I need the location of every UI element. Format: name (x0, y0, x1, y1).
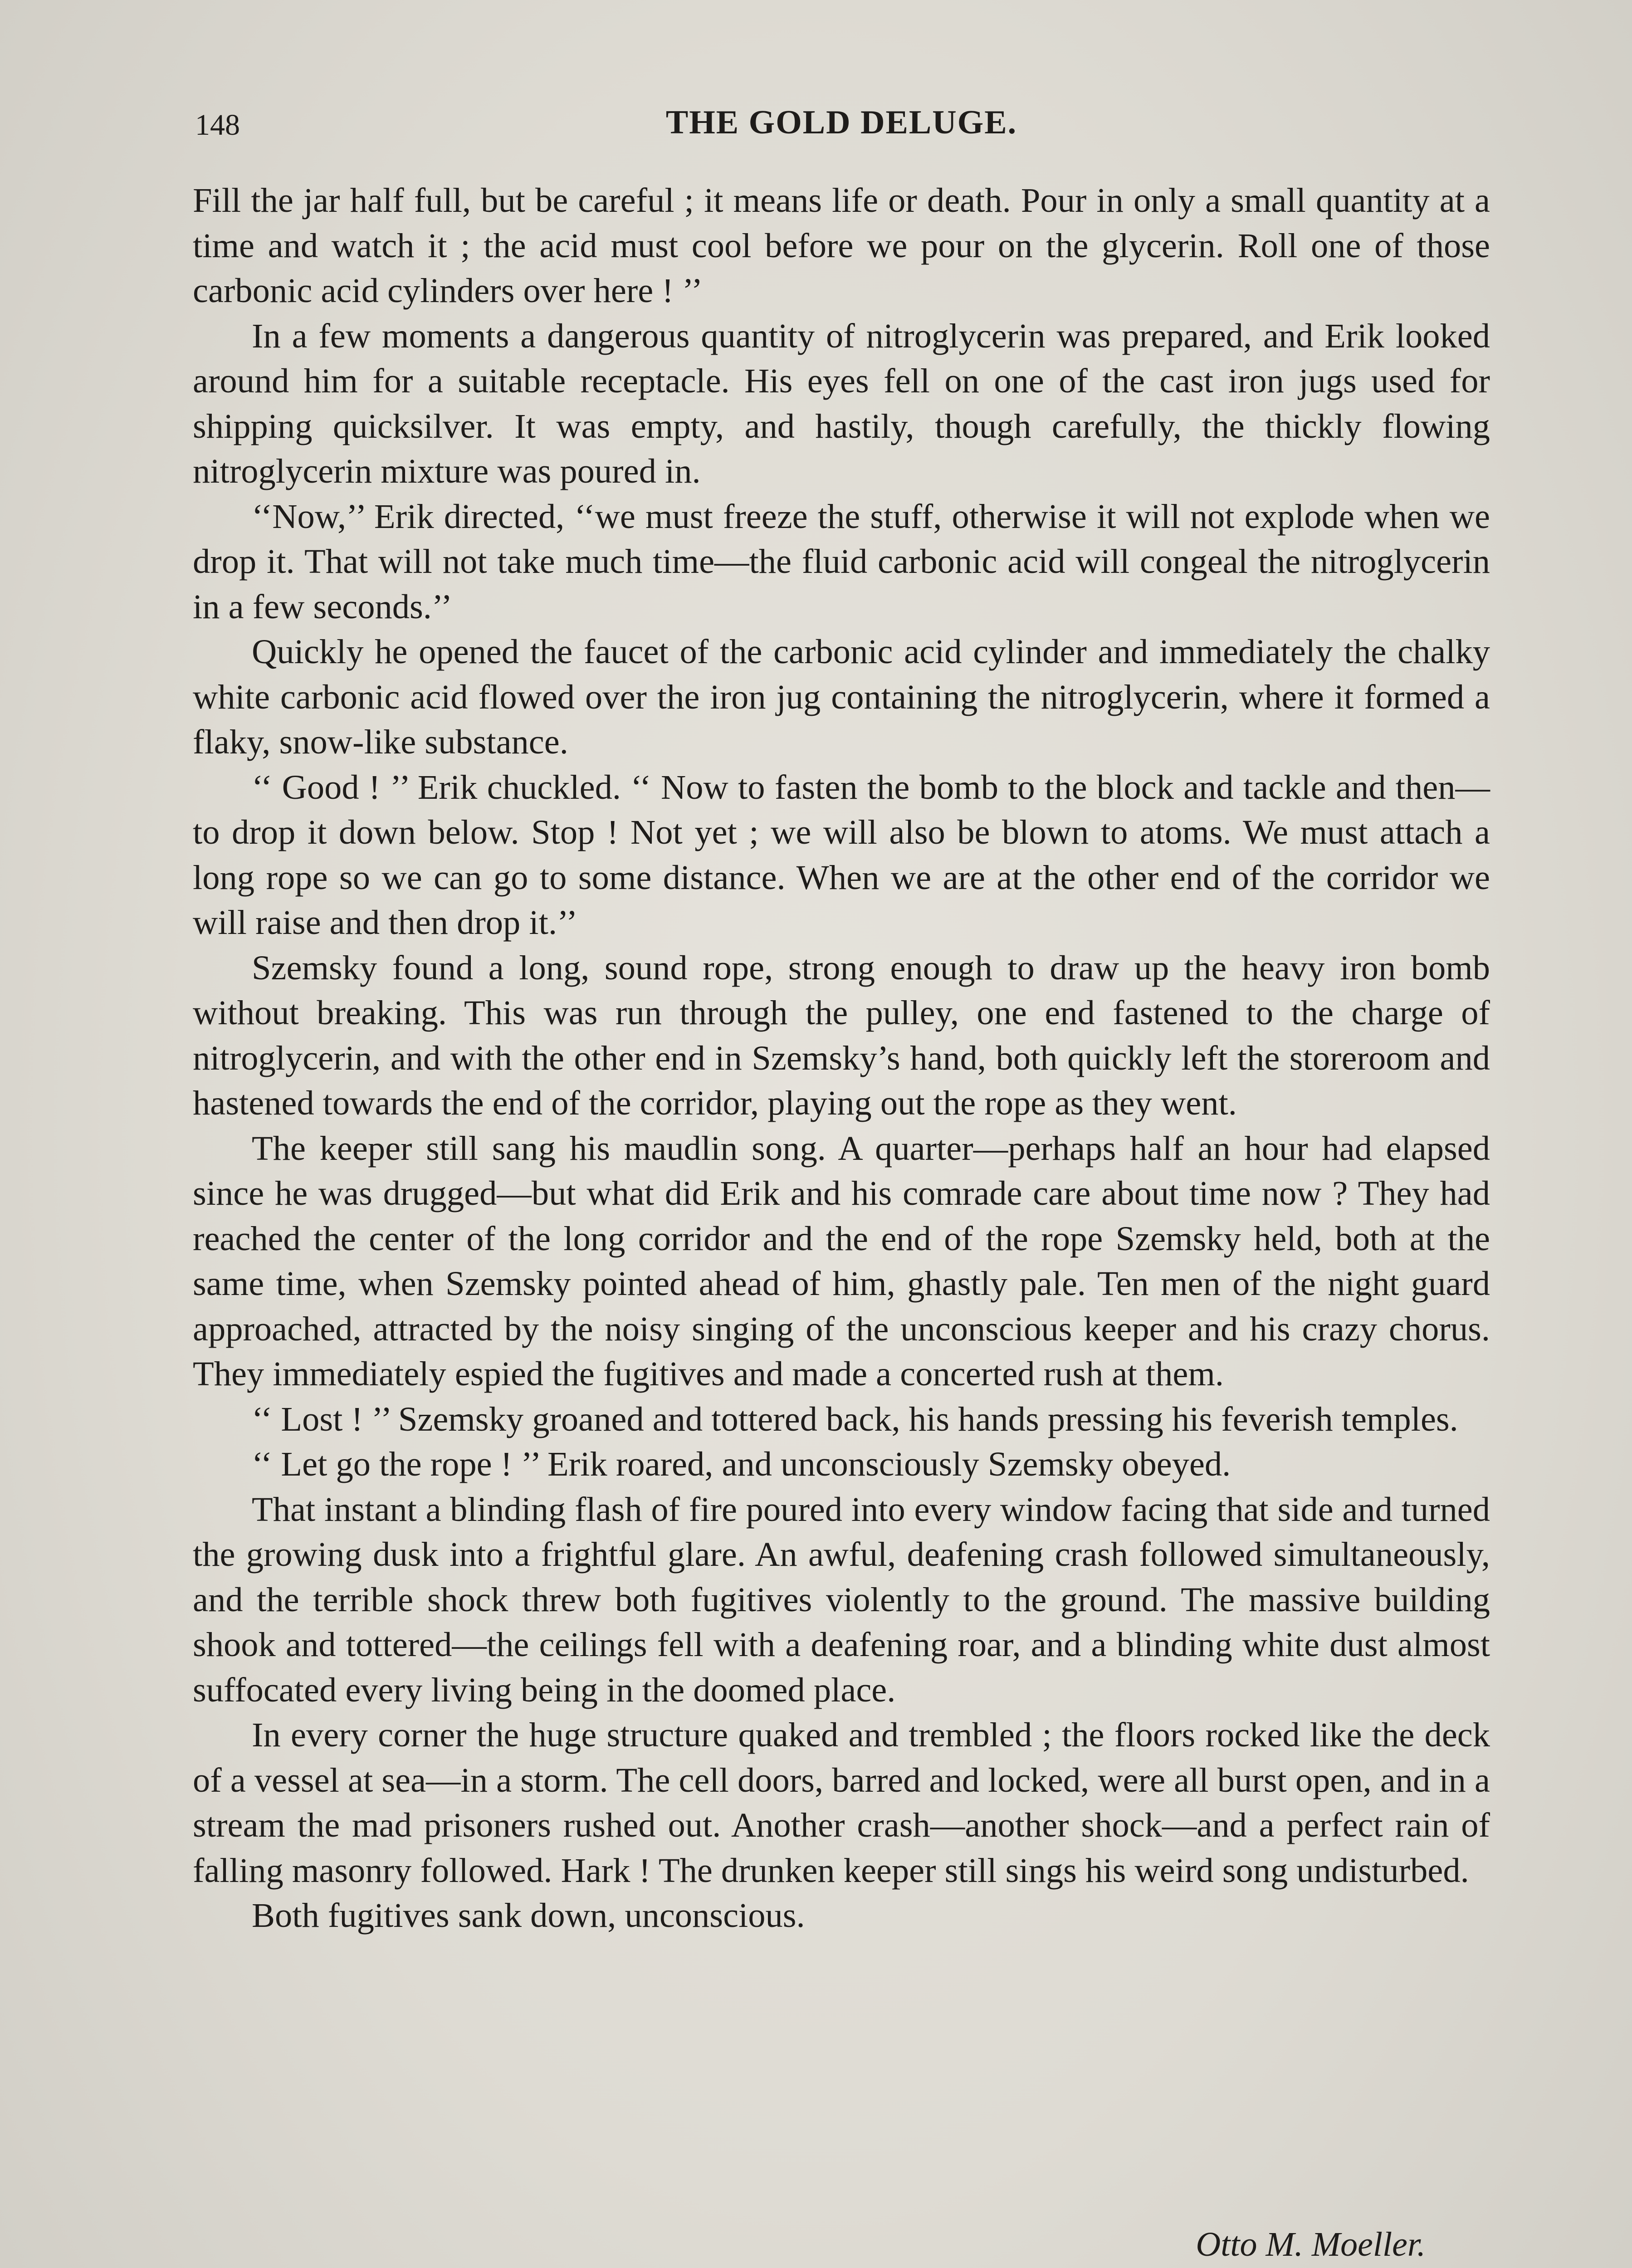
paragraph-9: ‘‘ Let go the rope ! ’’ Erik roared, and unconsciously Szemsky obeyed. (252, 1445, 1231, 1483)
author-signature: Otto M. Moeller. (1196, 2225, 1426, 2263)
paragraph-6: Szemsky found a long, sound rope, strong enough to draw up the heavy iron bomb without breaking. This was run through the pulley, one end fastened to the charge of nitroglycerin, and with the other end in Szemsky’s hand, both quickly left the storeroom and hastened towards the end of the corridor, playing out the rope as they went. (193, 948, 1490, 1122)
paragraph-7: The keeper still sang his maudlin song. A quarter—perhaps half an hour had elapsed since he was drugged—but what did Erik and his comrade care about time now ? They had reached the center of the long corridor and the end of the rope Szemsky held, both at the same time, when Szemsky pointed ahead of him, ghastly pale. Ten men of the night guard approached, attracted by the noisy singing of the unconscious keeper and his crazy chorus. They immediately espied the fugitives and made a concerted rush at them. (193, 1129, 1490, 1393)
paragraph-8: ‘‘ Lost ! ’’ Szemsky groaned and tottered back, his hands pressing his feverish temples. (252, 1399, 1458, 1438)
paragraph-1: Fill the jar half full, but be careful ; it means life or death. Pour in only a small quantity at a time and watch it ; the acid must cool before we pour on the glycerin. Roll one of those carbonic acid cylinders over here ! ’’ (193, 181, 1490, 310)
paragraph-12: Both fugitives sank down, unconscious. (252, 1896, 805, 1935)
article-body (193, 178, 1490, 1938)
page-header (195, 103, 1488, 153)
paragraph-3: ‘‘Now,’’ Erik directed, ‘‘we must freeze the stuff, otherwise it will not explode when we drop it. That will not take much time—the fluid carbonic acid will congeal the nitroglycerin in a few seconds.’’ (193, 497, 1490, 626)
paragraph-10: That instant a blinding flash of fire poured into every window facing that side and turned the growing dusk into a frightful glare. An awful, deafening crash followed simultaneously, and the terrible shock threw both fugitives violently to the ground. The massive building shook and tottered—the ceilings fell with a deafening roar, and a blinding white dust almost suffocated every living being in the doomed place. (193, 1490, 1490, 1709)
paragraph-5: ‘‘ Good ! ’’ Erik chuckled. ‘‘ Now to fasten the bomb to the block and tackle and then—to drop it down below. Stop ! Not yet ; we will also be blown to atoms. We must attach a long rope so we can go to some distance. When we are at the other end of the corridor we will raise and then drop it.’’ (193, 767, 1490, 942)
paragraph-2: In a few moments a dangerous quantity of nitroglycerin was prepared, and Erik looked around him for a suitable receptacle. His eyes fell on one of the cast iron jugs used for shipping quicksilver. It was empty, and hastily, though carefully, the thickly flowing nitroglycerin mixture was poured in. (193, 316, 1490, 490)
page-number: 148 (195, 108, 240, 142)
paragraph-4: Quickly he opened the faucet of the carbonic acid cylinder and immediately the chalky white carbonic acid flowed over the iron jug containing the nitroglycerin, where it formed a flaky, snow-like substance. (193, 632, 1490, 761)
running-title: THE GOLD DELUGE. (665, 104, 1017, 141)
paragraph-11: In every corner the huge structure quaked and trembled ; the floors rocked like the deck of a vessel at sea—in a storm. The cell doors, barred and locked, were all burst open, and in a stream the mad prisoners rushed out. Another crash—another shock—and a perfect rain of falling masonry followed. Hark ! The drunken keeper still sings his weird song undisturbed. (193, 1716, 1490, 1890)
